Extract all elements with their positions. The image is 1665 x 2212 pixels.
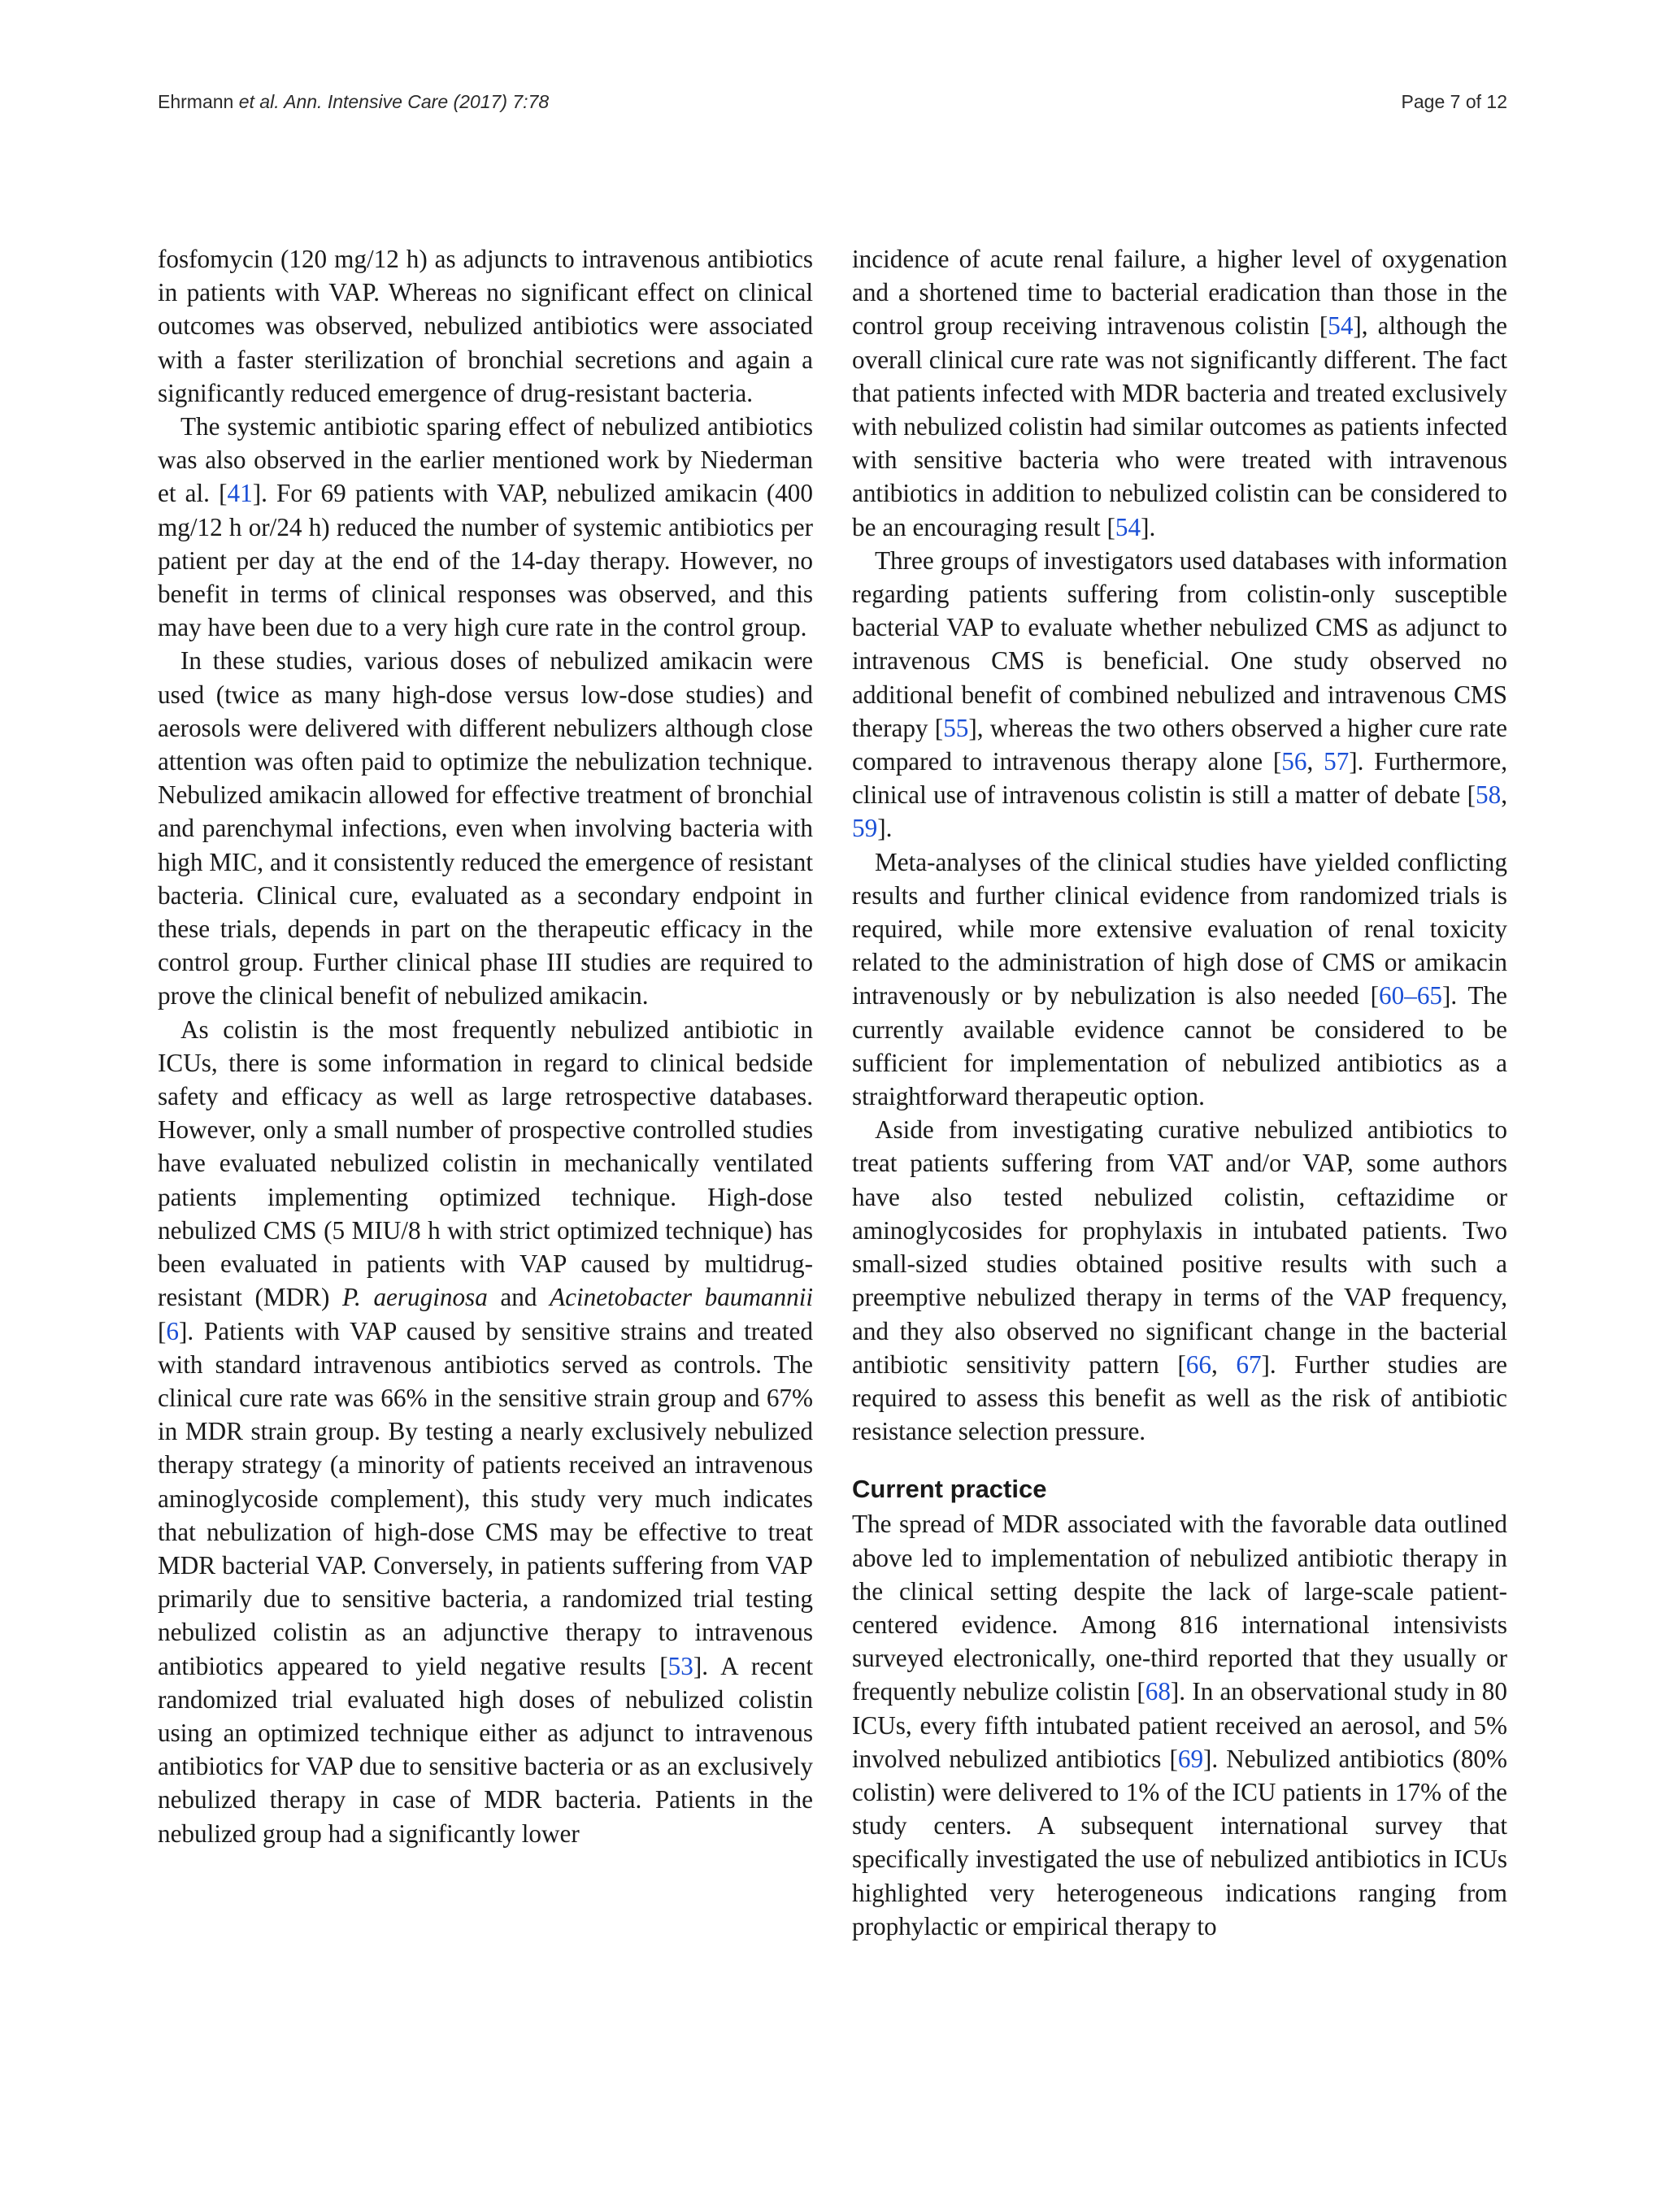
reference-link[interactable]: 55	[943, 713, 969, 742]
reference-link[interactable]: 41	[227, 479, 253, 508]
reference-link[interactable]: 59	[852, 814, 878, 843]
paragraph: incidence of acute renal failure, a higher level of oxygenation and a shortened time to bacterial eradication than those in the control group receiving intravenous colistin [54], although the overall clinical cure rate was not significantly different. The fact that patients infected with MDR bacteria and treated exclusively with nebulized colistin had similar outcomes as patients infected with sensitive bacteria who were treated with intravenous antibiotics in addition to nebulized colistin can be considered to be an encouraging result [54].	[852, 245, 1507, 541]
citation-author: Ehrmann	[158, 91, 234, 112]
paragraph: In these studies, various doses of nebulized amikacin were used (twice as many high-dose versus low-dose studies) and aerosols were delivered with different nebulizers although close attention was often paid to optimize the nebulization technique. Nebulized amikacin allowed for effective treatment of bronchial and parenchymal infections, even when involving bacteria with high MIC, and it consistently reduced the emergence of resistant bacteria. Clinical cure, evaluated as a secondary endpoint in these trials, depends in part on the therapeutic efficacy in the control group. Further clinical phase III studies are required to prove the clinical benefit of nebulized amikacin.	[158, 646, 813, 1010]
paragraph: Aside from investigating curative nebulized antibiotics to treat patients suffering from VAT and/or VAP, some authors have also tested nebulized colistin, ceftazidime or aminoglycosides for prophylaxis in intubated patients. Two small-sized studies obtained positive results with such a preemptive nebulized therapy in terms of the VAP frequency, and they also observed no significant change in the bacterial antibiotic sensitivity pattern [66, 67]. Further studies are required to assess this benefit as well as the risk of antibiotic resistance selection pressure.	[852, 1115, 1507, 1446]
right-column	[852, 242, 1507, 1943]
citation-journal: et al. Ann. Intensive Care	[238, 91, 449, 112]
citation-volume: (2017) 7:78	[453, 91, 550, 112]
reference-link[interactable]: 69	[1177, 1744, 1204, 1773]
reference-link[interactable]: 54	[1328, 311, 1354, 341]
article-citation	[158, 91, 549, 113]
left-column	[158, 242, 813, 1850]
paragraph: Three groups of investigators used databases with information regarding patients suffering from colistin-only susceptible bacterial VAP to evaluate whether nebulized CMS as adjunct to intravenous CMS is beneficial. One study observed no additional benefit of combined nebulized and intravenous CMS therapy [55], whereas the two others observed a higher cure rate compared to intravenous therapy alone [56, 57]. Furthermore, clinical use of intravenous colistin is still a matter of debate [58, 59].	[852, 545, 1507, 843]
reference-link[interactable]: 66	[1185, 1349, 1211, 1379]
species-name: P. aeruginosa	[342, 1283, 488, 1312]
reference-link[interactable]: 57	[1324, 747, 1350, 776]
reference-link[interactable]: 6	[166, 1316, 179, 1345]
reference-link[interactable]: 54	[1115, 512, 1141, 541]
paragraph: The systemic antibiotic sparing effect of nebulized antibiotics was also observed in the earlier mentioned work by Niederman et al. [41]. For 69 patients with VAP, nebulized amikacin (400 mg/12 h or/24 h) reduced the number of systemic antibiotics per patient per day at the end of the 14-day therapy. However, no benefit in terms of clinical responses was observed, and this may have been due to a very high cure rate in the control group.	[158, 412, 813, 642]
reference-link[interactable]: 56	[1281, 747, 1307, 776]
running-header	[158, 91, 1507, 113]
paragraph: The spread of MDR associated with the favorable data outlined above led to implementation of nebulized antibiotic therapy in the clinical setting despite the lack of large-scale patient-centered evidence. Among 816 international intensivists surveyed electronically, one-third reported that they usually or frequently nebulize colistin [68]. In an observational study in 80 ICUs, every fifth intubated patient received an aerosol, and 5% involved nebulized antibiotics [69]. Nebulized antibiotics (80% colistin) were delivered to 1% of the ICU patients in 17% of the study centers. A subsequent international survey that specifically investigated the use of nebulized antibiotics in ICUs highlighted very heterogeneous indications ranging from prophylactic or empirical therapy to	[852, 1510, 1508, 1940]
page-number: Page 7 of 12	[1401, 91, 1507, 112]
reference-link[interactable]: 67	[1236, 1349, 1262, 1379]
reference-link[interactable]: 53	[667, 1651, 693, 1680]
section-heading: Current practice	[852, 1475, 1047, 1504]
paragraph: fosfomycin (120 mg/12 h) as adjuncts to intravenous antibiotics in patients with VAP. Whereas no significant effect on clinical outcomes was observed, nebulized antibiotics were associated with a faster sterilization of bronchial secretions and again a significantly reduced emergence of drug-resistant bacteria.	[158, 245, 813, 407]
species-name: Acinetobacter baumannii	[550, 1283, 814, 1312]
reference-link[interactable]: 68	[1145, 1677, 1171, 1706]
paragraph: Meta-analyses of the clinical studies have yielded conflicting results and further clinical evidence from randomized trials is required, while more extensive evaluation of renal toxicity related to the administration of high dose of CMS or amikacin intravenously or by nebulization is also needed [60–65]. The currently available evidence cannot be considered to be sufficient for implementation of nebulized antibiotics as a straightforward therapeutic option.	[852, 847, 1507, 1111]
reference-link[interactable]: 58	[1476, 780, 1502, 810]
reference-link[interactable]: 60–65	[1379, 981, 1442, 1010]
paragraph: As colistin is the most frequently nebulized antibiotic in ICUs, there is some information in regard to clinical bedside safety and efficacy as well as large retrospective databases. However, only a small number of prospective controlled studies have evaluated nebulized colistin in mechanically ventilated patients implementing optimized technique. High-dose nebulized CMS (5 MIU/8 h with strict optimized technique) has been evaluated in patients with VAP caused by multidrug-resistant (MDR) P. aeruginosa and Acinetobacter baumannii [6]. Patients with VAP caused by sensitive strains and treated with standard intravenous antibiotics served as controls. The clinical cure rate was 66% in the sensitive strain group and 67% in MDR strain group. By testing a nearly exclusively nebulized therapy strategy (a minority of patients received an intravenous aminoglycoside complement), this study very much indicates that nebulization of high-dose CMS may be effective to treat MDR bacterial VAP. Conversely, in patients suffering from VAP primarily due to sensitive bacteria, a randomized trial testing nebulized colistin as an adjunctive therapy to intravenous antibiotics appeared to yield negative results [53]. A recent randomized trial evaluated high doses of nebulized colistin using an optimized technique either as adjunct to intravenous antibiotics for VAP due to sensitive bacteria or as an exclusively nebulized therapy in case of MDR bacteria. Patients in the nebulized group had a significantly lower	[158, 1015, 814, 1848]
